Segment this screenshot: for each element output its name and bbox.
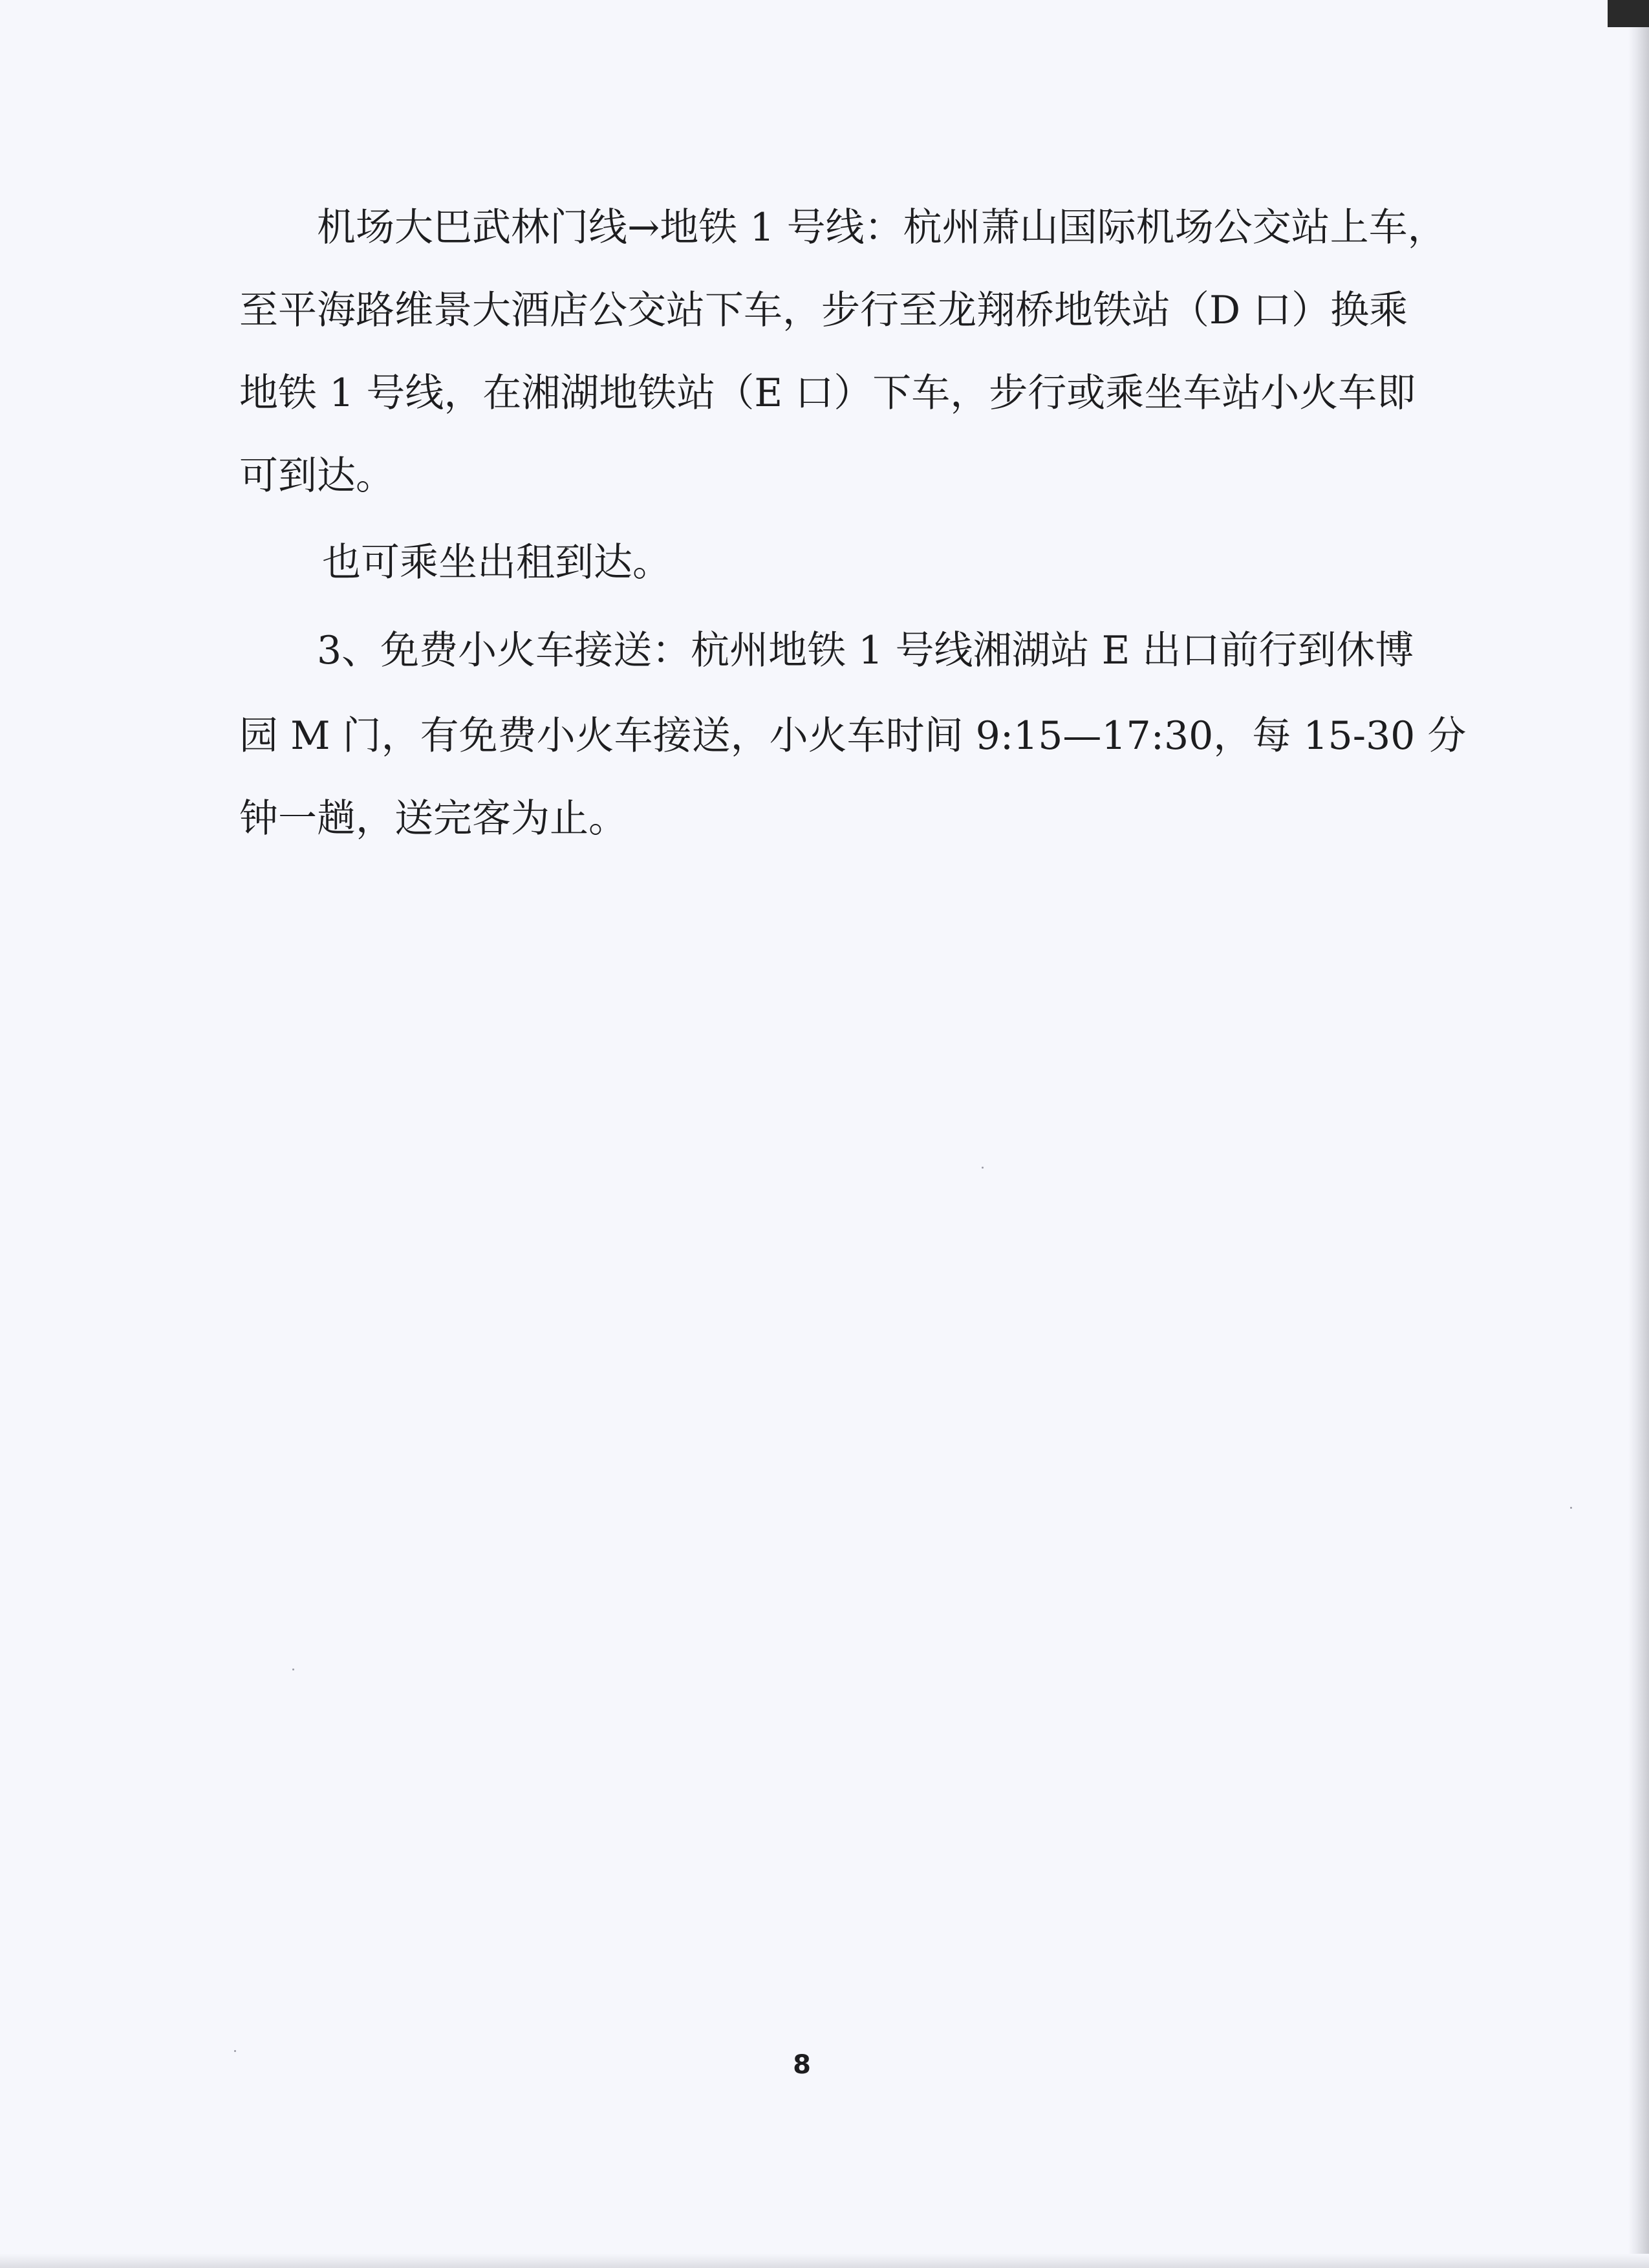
- scan-speck: [234, 2050, 236, 2052]
- scan-edge-right: [1628, 0, 1649, 2268]
- scan-corner-mark: [1608, 0, 1649, 27]
- body-line-6: 3、免费小火车接送：杭州地铁 1 号线湘湖站 E 出口前行到休博: [317, 628, 1414, 673]
- body-line-2: 至平海路维景大酒店公交站下车，步行至龙翔桥地铁站（D 口）换乘: [239, 288, 1408, 333]
- body-line-7: 园 M 门，有免费小火车接送，小火车时间 9:15—17:30，每 15-30 分: [239, 713, 1467, 759]
- body-line-1: 机场大巴武林门线→地铁 1 号线：杭州萧山国际机场公交站上车，: [317, 205, 1447, 250]
- body-line-4: 可到达。: [239, 453, 394, 499]
- body-line-3: 地铁 1 号线，在湘湖地铁站（E 口）下车，步行或乘坐车站小火车即: [239, 371, 1416, 416]
- page-number: 8: [793, 2050, 811, 2080]
- scan-speck: [1570, 1507, 1572, 1509]
- scan-speck: [982, 1167, 984, 1169]
- scan-edge-bottom: [0, 2254, 1649, 2268]
- scan-speck: [292, 1669, 294, 1670]
- body-line-5: 也可乘坐出租到达。: [322, 540, 671, 585]
- body-line-8: 钟一趟，送完客为止。: [239, 796, 627, 841]
